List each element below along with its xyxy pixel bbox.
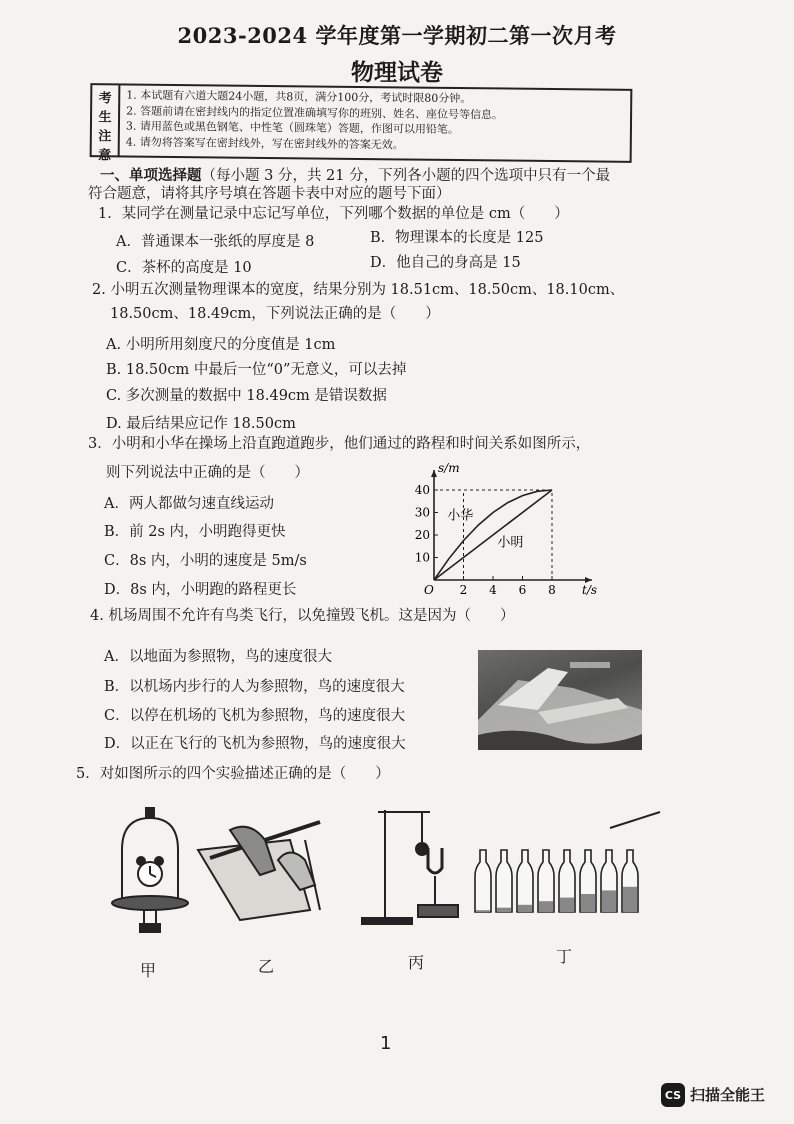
q5-stem: 5．对如图所示的四个实验描述正确的是（ ） bbox=[76, 766, 390, 782]
bottle-water bbox=[560, 898, 574, 912]
notice-label-char: 考 bbox=[98, 91, 112, 107]
q3-option-a: A．两人都做匀速直线运动 bbox=[104, 496, 274, 512]
st-graph-layer bbox=[415, 461, 597, 597]
x-axis-label: t/s bbox=[582, 583, 598, 597]
bell-jar-icon bbox=[112, 808, 188, 932]
q4-option-a: A．以地面为参照物，鸟的速度很大 bbox=[104, 649, 332, 665]
bottle-water bbox=[539, 901, 553, 912]
notice-item: 1. 本试题有六道大题24小题，共8页，满分100分，考试时限80分钟。 bbox=[126, 88, 472, 106]
notice-label-char: 生 bbox=[98, 110, 112, 126]
experiments-figure bbox=[100, 800, 670, 950]
q2-option-a: A. 小明所用刻度尺的分度值是 1cm bbox=[106, 337, 336, 353]
notice-label bbox=[92, 85, 121, 164]
exam-subtitle: 物理试卷 bbox=[351, 59, 443, 86]
page-number: 1 bbox=[380, 1033, 392, 1054]
section1-desc: （每小题 3 分，共 21 分，下列各小题的四个选项中只有一个最 bbox=[201, 168, 611, 184]
y-axis-label: s/m bbox=[438, 461, 460, 475]
q1-option-d: D．他自己的身高是 15 bbox=[370, 255, 521, 271]
x-tick-label: 6 bbox=[518, 583, 527, 597]
bottle-water bbox=[476, 910, 490, 912]
exam-title: 2023-2024 学年度第一学期初二第一次月考 bbox=[177, 23, 617, 48]
tuning-fork-icon bbox=[362, 810, 458, 924]
q3-stem-line2: 则下列说法中正确的是（ ） bbox=[106, 465, 309, 481]
bottle-water bbox=[602, 890, 616, 912]
q3-stem-line1: 3．小明和小华在操场上沿直跑道跑步，他们通过的路程和时间关系如图所示， bbox=[88, 436, 591, 452]
q1-stem: 1．某同学在测量记录中忘记写单位，下列哪个数据的单位是 cm（ ） bbox=[98, 206, 569, 222]
y-tick-label: 10 bbox=[414, 550, 430, 565]
origin-label: O bbox=[424, 583, 434, 597]
q1-option-c: C．茶杯的高度是 10 bbox=[116, 260, 252, 276]
bottle bbox=[496, 850, 512, 912]
q4-stem: 4. 机场周围不允许有鸟类飞行，以免撞毁飞机。这是因为（ ） bbox=[90, 608, 515, 624]
experiment-label-ding: 丁 bbox=[556, 947, 573, 966]
notice-item: 3. 请用蓝色或黑色钢笔、中性笔（圆珠笔）答题，作图可以用铅笔。 bbox=[125, 119, 460, 137]
y-tick-label: 30 bbox=[414, 505, 430, 520]
bottles-icon bbox=[475, 812, 660, 912]
series-line-2 bbox=[434, 490, 552, 580]
q2-option-d: D. 最后结果应记作 18.50cm bbox=[106, 416, 296, 432]
experiment-label-jia: 甲 bbox=[140, 961, 157, 980]
q2-stem-line1: 2. 小明五次测量物理课本的宽度，结果分别为 18.51cm、18.50cm、18.10cm、 bbox=[92, 282, 625, 298]
notice-label-char: 注 bbox=[98, 129, 112, 145]
section1-desc-line2: 符合题意，请将其序号填在答题卡表中对应的题号下面） bbox=[88, 186, 451, 202]
notice-label-char: 意 bbox=[98, 148, 112, 164]
q2-option-b: B. 18.50cm 中最后一位“0”无意义，可以去掉 bbox=[106, 362, 407, 378]
notice-item: 4. 请勿将答案写在密封线外，写在密封线外的答案无效。 bbox=[125, 135, 404, 151]
y-axis-arrow bbox=[431, 470, 437, 477]
experiment-label-bing: 丙 bbox=[408, 953, 425, 972]
q1-option-b: B．物理课本的长度是 125 bbox=[370, 230, 544, 246]
x-tick-label: 2 bbox=[459, 583, 468, 597]
bottle bbox=[517, 850, 533, 912]
q3-option-c: C．8s 内，小明的速度是 5m/s bbox=[104, 553, 307, 569]
x-tick-label: 8 bbox=[548, 583, 556, 597]
notice-item: 2. 答题前请在密封线内的指定位置准确填写你的班别、姓名、座位号等信息。 bbox=[126, 104, 504, 121]
section1-heading-line bbox=[100, 166, 610, 186]
q2-option-c: C. 多次测量的数据中 18.49cm 是错误数据 bbox=[106, 388, 387, 404]
notice-box bbox=[90, 83, 633, 163]
ruler-table-icon bbox=[198, 822, 320, 920]
camscanner-brand: 扫描全能王 bbox=[690, 1086, 766, 1104]
section1-heading: 一、单项选择题 bbox=[100, 167, 202, 184]
airplane-icon bbox=[478, 650, 642, 750]
bottle bbox=[475, 850, 491, 912]
series-label-2: 小明 bbox=[497, 535, 524, 551]
camscanner-logo: CS bbox=[661, 1083, 685, 1107]
bottle-water bbox=[581, 894, 595, 912]
bottle-water bbox=[623, 887, 637, 912]
experiment-label-yi: 乙 bbox=[258, 957, 275, 976]
q4-option-d: D．以正在飞行的飞机为参照物，鸟的速度很大 bbox=[104, 736, 406, 752]
q2-stem-line2: 18.50cm、18.49cm，下列说法正确的是（ ） bbox=[110, 306, 440, 322]
series-label-1: 小华 bbox=[447, 508, 474, 524]
notice-items bbox=[120, 85, 631, 160]
st-graph bbox=[408, 458, 608, 608]
y-tick-label: 20 bbox=[414, 528, 430, 542]
x-tick-label: 4 bbox=[489, 583, 497, 597]
q4-option-b: B．以机场内步行的人为参照物，鸟的速度很大 bbox=[104, 679, 405, 695]
y-tick-label: 40 bbox=[414, 483, 430, 497]
bottle-water bbox=[497, 908, 511, 912]
airplane-photo bbox=[478, 650, 642, 750]
q1-option-a: A．普通课本一张纸的厚度是 8 bbox=[116, 234, 315, 250]
q3-option-d: D．8s 内，小明跑的路程更长 bbox=[104, 582, 297, 598]
q3-option-b: B．前 2s 内，小明跑得更快 bbox=[104, 524, 286, 540]
q4-option-c: C．以停在机场的飞机为参照物，鸟的速度很大 bbox=[104, 708, 406, 724]
bottle-water bbox=[518, 905, 532, 912]
